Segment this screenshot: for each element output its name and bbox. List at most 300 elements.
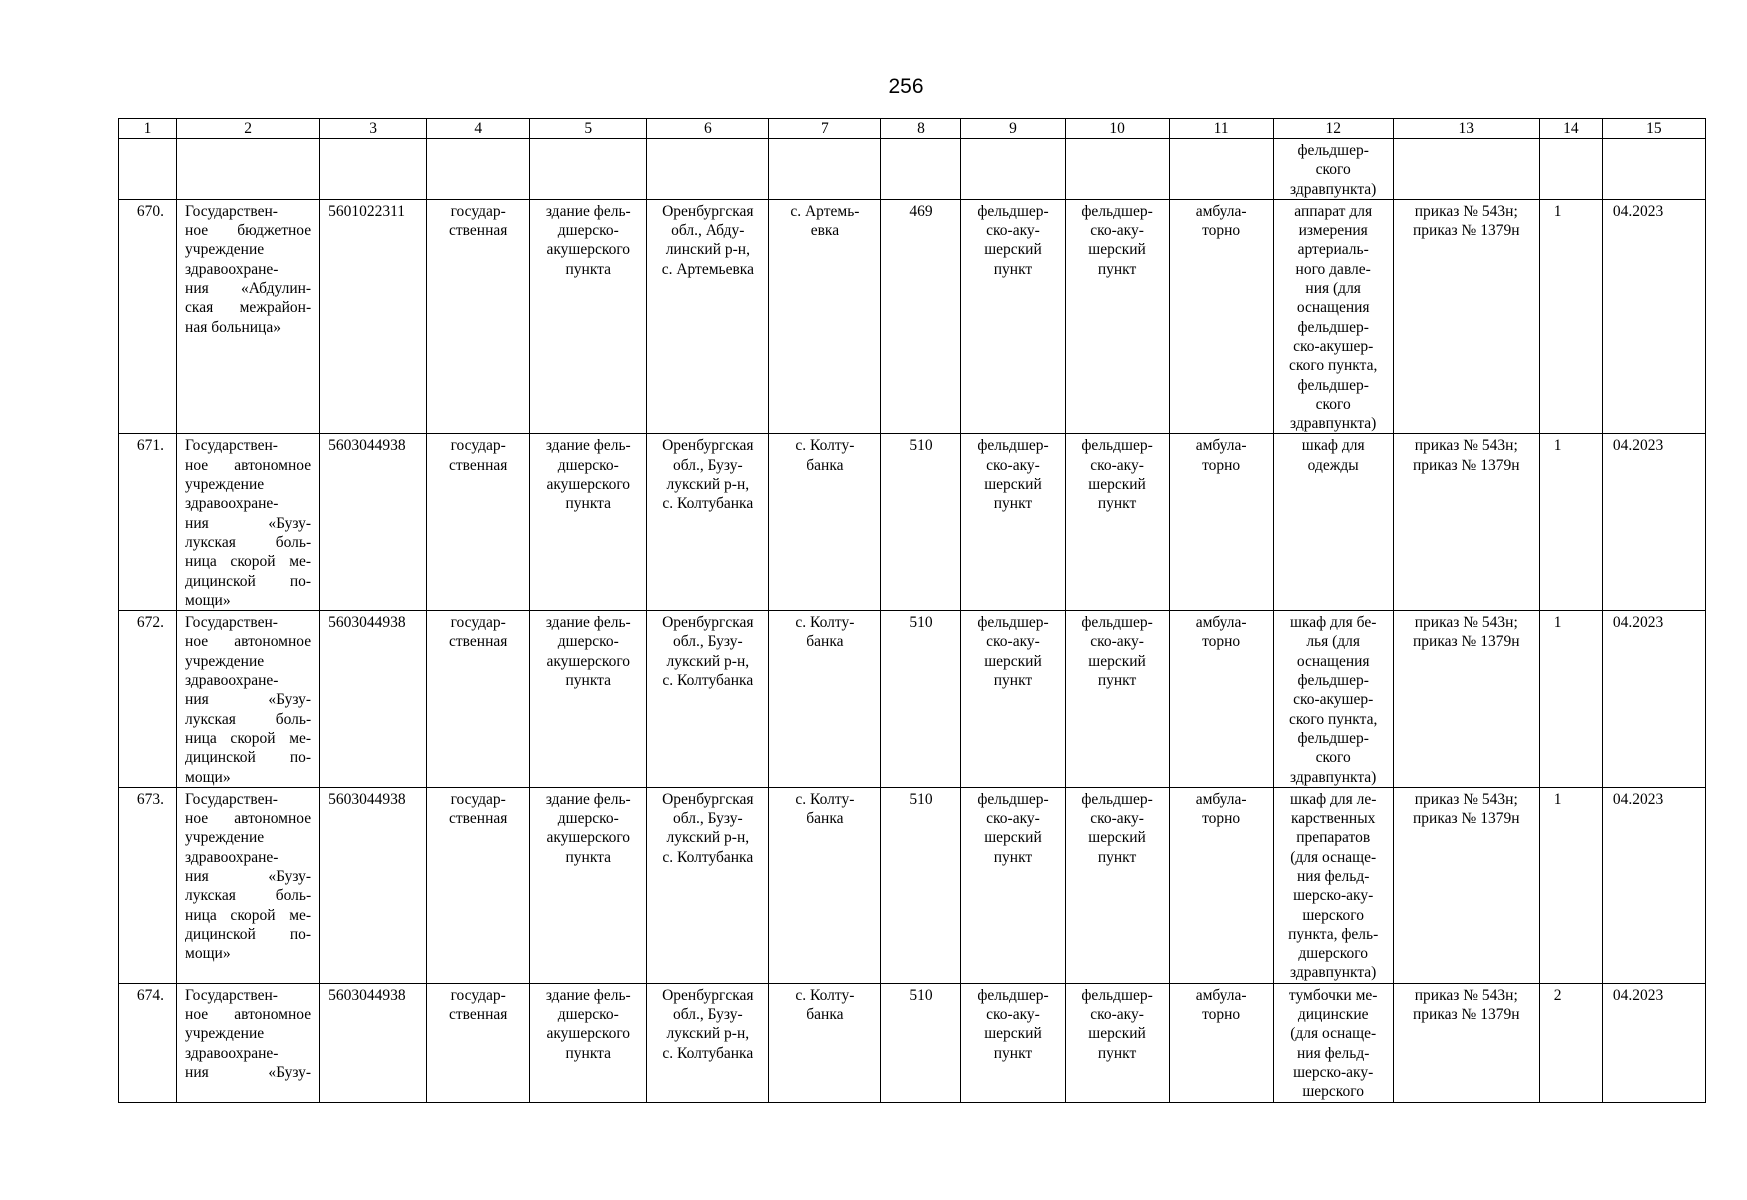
unit-type-line: пункт [993, 495, 1033, 513]
organization-cell [177, 434, 320, 611]
ownership-line: ственная [449, 1006, 508, 1024]
organization-line: лукская боль- [185, 533, 312, 551]
building-line: акушерского [546, 241, 631, 259]
locality-line: с. Колту- [795, 986, 855, 1004]
equipment-cell [1273, 199, 1393, 434]
column-number-cell: 4 [427, 119, 530, 139]
unit-name-line: пункт [1097, 495, 1137, 513]
population-cell: 510 [881, 787, 961, 983]
equipment-line: ского [1315, 749, 1351, 767]
building-cell [530, 199, 647, 434]
table-row [119, 787, 1706, 983]
address-line: Оренбургская [662, 614, 754, 632]
quantity-cell: 1 [1539, 787, 1602, 983]
building-cell [530, 983, 647, 1102]
empty-cell [177, 139, 320, 200]
unit-name-line: фельдшер- [1081, 986, 1153, 1004]
organization-cell [177, 611, 320, 788]
equipment-line: оснащения [1296, 299, 1370, 317]
unit-name-line: фельдшер- [1081, 202, 1153, 220]
organization-line: ница скорой ме- [185, 729, 312, 747]
empty-cell [769, 139, 881, 200]
building-line: акушерского [546, 476, 631, 494]
equipment-line: фельдшер- [1297, 376, 1369, 394]
address-cell [647, 983, 769, 1102]
empty-cell [881, 139, 961, 200]
equipment-cell [1273, 787, 1393, 983]
building-line: пункта [565, 1044, 612, 1062]
unit-name-line: шерский [1088, 829, 1146, 847]
unit-type-cell [961, 434, 1065, 611]
unit-name-line: фельдшер- [1081, 614, 1153, 632]
ownership-line: государ- [450, 202, 506, 220]
ownership-line: ственная [449, 456, 508, 474]
unit-name-line: пункт [1097, 1044, 1137, 1062]
equipment-line: (для оснаще- [1290, 848, 1377, 866]
unit-type-line: ско-аку- [986, 456, 1040, 474]
organization-line: мощи» [185, 945, 231, 963]
equipment-line: ского [1315, 395, 1351, 413]
ownership-line: государ- [450, 986, 506, 1004]
equipment-line: фельдшер- [1297, 672, 1369, 690]
order-line: приказ № 1379н [1413, 633, 1520, 651]
inn-cell: 5603044938 [320, 434, 427, 611]
date-cell: 04.2023 [1602, 199, 1705, 434]
organization-line: лукская боль- [185, 887, 312, 905]
organization-line: ния «Бузу- [185, 691, 312, 709]
order-line: приказ № 1379н [1413, 1006, 1520, 1024]
organization-cell [177, 983, 320, 1102]
order-line: приказ № 543н; [1414, 614, 1518, 632]
population-cell: 510 [881, 434, 961, 611]
locality-line: евка [810, 222, 840, 240]
date-cell: 04.2023 [1602, 434, 1705, 611]
organization-line: ская межрайон- [185, 299, 312, 317]
empty-cell [320, 139, 427, 200]
unit-type-line: фельдшер- [977, 790, 1049, 808]
address-line: обл., Бузу- [673, 810, 743, 828]
empty-cell [427, 139, 530, 200]
unit-type-line: шерский [984, 241, 1042, 259]
organization-line: учреждение [185, 476, 265, 494]
unit-name-cell [1065, 611, 1169, 788]
equipment-line: шерско-аку- [1293, 887, 1374, 905]
order-cell [1393, 983, 1539, 1102]
quantity-cell: 1 [1539, 611, 1602, 788]
equipment-line: шерско-аку- [1293, 1063, 1374, 1081]
unit-name-line: шерский [1088, 652, 1146, 670]
organization-line: мощи» [185, 591, 231, 609]
inn-cell: 5603044938 [320, 983, 427, 1102]
equipment-line: здравпункта) [1290, 180, 1377, 198]
unit-type-line: шерский [984, 476, 1042, 494]
address-cell [647, 199, 769, 434]
building-line: пункта [565, 848, 612, 866]
equipment-line: ского пункта, [1289, 710, 1378, 728]
address-line: лукский р-н, [666, 652, 750, 670]
unit-type-line: пункт [993, 672, 1033, 690]
ownership-cell [427, 434, 530, 611]
equipment-line: оснащения [1296, 652, 1370, 670]
column-number-cell: 9 [961, 119, 1065, 139]
building-line: дшерско- [557, 1006, 619, 1024]
order-line: приказ № 543н; [1414, 986, 1518, 1004]
equipment-line: препаратов [1296, 829, 1371, 847]
organization-line: ное автономное [185, 1006, 312, 1024]
care-form-cell [1169, 983, 1273, 1102]
organization-line: Государствен- [185, 986, 278, 1004]
equipment-line: ского [1315, 161, 1351, 179]
unit-type-cell [961, 199, 1065, 434]
organization-line: Государствен- [185, 614, 278, 632]
unit-name-line: пункт [1097, 260, 1137, 278]
unit-type-cell [961, 983, 1065, 1102]
equipment-line: здравпункта) [1290, 964, 1377, 982]
care-form-cell [1169, 787, 1273, 983]
unit-name-line: фельдшер- [1081, 437, 1153, 455]
organization-line: Государствен- [185, 202, 278, 220]
unit-type-line: фельдшер- [977, 437, 1049, 455]
address-line: с. Колтубанка [662, 1044, 754, 1062]
unit-name-line: шерский [1088, 241, 1146, 259]
unit-type-line: ско-аку- [986, 633, 1040, 651]
organization-line: ния «Бузу- [185, 514, 312, 532]
equipment-cell [1273, 434, 1393, 611]
equipment-line: здравпункта) [1290, 415, 1377, 433]
column-number-cell: 2 [177, 119, 320, 139]
empty-cell [1065, 139, 1169, 200]
continuation-row [119, 139, 1706, 200]
organization-line: ния «Бузу- [185, 867, 312, 885]
unit-name-line: пункт [1097, 672, 1137, 690]
unit-name-cell [1065, 434, 1169, 611]
organization-line: здравоохране- [185, 260, 279, 278]
organization-line: ное автономное [185, 633, 312, 651]
unit-name-cell [1065, 983, 1169, 1102]
population-cell: 469 [881, 199, 961, 434]
unit-name-line: ско-аку- [1090, 222, 1144, 240]
quantity-cell: 1 [1539, 199, 1602, 434]
column-number-cell: 1 [119, 119, 177, 139]
unit-type-line: фельдшер- [977, 614, 1049, 632]
building-cell [530, 787, 647, 983]
column-number-cell: 6 [647, 119, 769, 139]
care-form-line: амбула- [1195, 614, 1247, 632]
column-number-cell: 8 [881, 119, 961, 139]
equipment-line: измерения [1298, 222, 1368, 240]
address-cell [647, 787, 769, 983]
building-line: акушерского [546, 1025, 631, 1043]
organization-line: здравоохране- [185, 672, 279, 690]
organization-line: дицинской по- [185, 749, 312, 767]
unit-type-line: ско-аку- [986, 1006, 1040, 1024]
register-table [118, 118, 1706, 1103]
quantity-cell: 1 [1539, 434, 1602, 611]
building-line: здание фель- [545, 986, 631, 1004]
organization-line: здравоохране- [185, 848, 279, 866]
column-number-cell: 15 [1602, 119, 1705, 139]
locality-line: банка [806, 633, 844, 651]
address-cell [647, 434, 769, 611]
order-line: приказ № 1379н [1413, 222, 1520, 240]
empty-cell [647, 139, 769, 200]
unit-name-line: ско-аку- [1090, 633, 1144, 651]
address-line: обл., Бузу- [673, 633, 743, 651]
equipment-line: пункта, фель- [1288, 925, 1379, 943]
ownership-line: ственная [449, 633, 508, 651]
order-cell [1393, 434, 1539, 611]
building-line: здание фель- [545, 437, 631, 455]
organization-line: Государствен- [185, 790, 278, 808]
date-cell: 04.2023 [1602, 787, 1705, 983]
row-number-cell: 670. [119, 199, 177, 434]
equipment-line: фельдшер- [1297, 142, 1369, 159]
inn-cell: 5603044938 [320, 611, 427, 788]
empty-cell [1393, 139, 1539, 200]
address-line: обл., Бузу- [673, 456, 743, 474]
column-number-cell: 7 [769, 119, 881, 139]
locality-cell [769, 983, 881, 1102]
building-line: акушерского [546, 652, 631, 670]
empty-cell [1169, 139, 1273, 200]
column-number-cell: 12 [1273, 119, 1393, 139]
row-number-cell: 673. [119, 787, 177, 983]
unit-type-line: шерский [984, 652, 1042, 670]
care-form-line: торно [1202, 222, 1241, 240]
care-form-line: амбула- [1195, 437, 1247, 455]
ownership-line: ственная [449, 222, 508, 240]
address-line: лукский р-н, [666, 1025, 750, 1043]
unit-type-line: шерский [984, 829, 1042, 847]
column-number-cell: 13 [1393, 119, 1539, 139]
locality-cell [769, 787, 881, 983]
equipment-cell [1273, 611, 1393, 788]
address-line: лукский р-н, [666, 476, 750, 494]
building-line: пункта [565, 260, 612, 278]
unit-name-line: ско-аку- [1090, 456, 1144, 474]
unit-type-line: пункт [993, 848, 1033, 866]
unit-name-line: пункт [1097, 848, 1137, 866]
unit-name-cell [1065, 199, 1169, 434]
organization-line: ния «Абдулин- [185, 280, 312, 298]
page-number: 256 [888, 75, 924, 98]
equipment-line: ния (для [1305, 280, 1361, 298]
equipment-line: шкаф для [1301, 437, 1365, 455]
equipment-line: ско-акушер- [1293, 691, 1374, 709]
column-number-cell: 5 [530, 119, 647, 139]
population-cell: 510 [881, 983, 961, 1102]
ownership-cell [427, 983, 530, 1102]
equipment-line: (для оснаще- [1290, 1025, 1377, 1043]
order-cell [1393, 611, 1539, 788]
locality-cell [769, 199, 881, 434]
care-form-line: амбула- [1195, 986, 1247, 1004]
table-row [119, 434, 1706, 611]
locality-line: с. Колту- [795, 790, 855, 808]
locality-line: банка [806, 456, 844, 474]
order-line: приказ № 1379н [1413, 456, 1520, 474]
unit-type-line: ско-аку- [986, 222, 1040, 240]
equipment-line: ния фельд- [1297, 1044, 1370, 1062]
organization-cell [177, 199, 320, 434]
organization-line: здравоохране- [185, 495, 279, 513]
equipment-line: аппарат для [1294, 202, 1373, 220]
order-line: приказ № 1379н [1413, 810, 1520, 828]
building-line: здание фель- [545, 202, 631, 220]
column-number-cell: 3 [320, 119, 427, 139]
unit-name-line: ско-аку- [1090, 810, 1144, 828]
order-line: приказ № 543н; [1414, 202, 1518, 220]
care-form-line: торно [1202, 810, 1241, 828]
address-line: Оренбургская [662, 790, 754, 808]
equipment-line: одежды [1307, 456, 1359, 474]
organization-line: учреждение [185, 652, 265, 670]
equipment-line: фельдшер- [1297, 729, 1369, 747]
equipment-cell [1273, 983, 1393, 1102]
building-line: дшерско- [557, 633, 619, 651]
ownership-line: государ- [450, 614, 506, 632]
unit-type-cell [961, 787, 1065, 983]
population-cell: 510 [881, 611, 961, 788]
building-cell [530, 611, 647, 788]
address-cell [647, 611, 769, 788]
organization-line: учреждение [185, 829, 265, 847]
empty-cell [119, 139, 177, 200]
unit-name-line: шерский [1088, 476, 1146, 494]
address-line: Оренбургская [662, 202, 754, 220]
locality-cell [769, 434, 881, 611]
equipment-line: ния фельд- [1297, 867, 1370, 885]
unit-name-line: ско-аку- [1090, 1006, 1144, 1024]
order-line: приказ № 543н; [1414, 790, 1518, 808]
building-line: дшерско- [557, 810, 619, 828]
equipment-line: шерского [1302, 1083, 1365, 1101]
date-cell: 04.2023 [1602, 983, 1705, 1102]
building-line: здание фель- [545, 614, 631, 632]
unit-type-cell [961, 611, 1065, 788]
address-line: с. Колтубанка [662, 495, 754, 513]
locality-line: с. Колту- [795, 437, 855, 455]
ownership-cell [427, 611, 530, 788]
building-line: дшерско- [557, 456, 619, 474]
empty-cell [1602, 139, 1705, 200]
ownership-line: государ- [450, 437, 506, 455]
care-form-cell [1169, 611, 1273, 788]
locality-line: с. Артемь- [790, 202, 860, 220]
address-line: с. Артемьевка [661, 260, 754, 278]
equipment-line: ного давле- [1295, 260, 1371, 278]
empty-cell [530, 139, 647, 200]
equipment-line: шерского [1302, 906, 1365, 924]
organization-line: учреждение [185, 1025, 265, 1043]
equipment-line: фельдшер- [1297, 318, 1369, 336]
address-line: лукский р-н, [666, 829, 750, 847]
column-number-cell: 11 [1169, 119, 1273, 139]
organization-line: ное автономное [185, 810, 312, 828]
order-cell [1393, 787, 1539, 983]
care-form-line: амбула- [1195, 790, 1247, 808]
row-number-cell: 672. [119, 611, 177, 788]
equipment-line: карственных [1290, 810, 1376, 828]
quantity-cell: 2 [1539, 983, 1602, 1102]
table-row [119, 983, 1706, 1102]
address-line: обл., Бузу- [673, 1006, 743, 1024]
care-form-cell [1169, 434, 1273, 611]
building-line: пункта [565, 495, 612, 513]
organization-line: ное бюджетное [185, 222, 312, 240]
unit-type-line: фельдшер- [977, 202, 1049, 220]
equipment-line: артериаль- [1297, 241, 1369, 259]
building-line: пункта [565, 672, 612, 690]
unit-name-line: шерский [1088, 1025, 1146, 1043]
care-form-line: торно [1202, 633, 1241, 651]
locality-line: банка [806, 810, 844, 828]
organization-line: дицинской по- [185, 572, 312, 590]
care-form-cell [1169, 199, 1273, 434]
organization-cell [177, 787, 320, 983]
locality-line: с. Колту- [795, 614, 855, 632]
equipment-line: ско-акушер- [1293, 337, 1374, 355]
empty-cell [961, 139, 1065, 200]
register-body [119, 119, 1706, 1103]
column-number-row [119, 119, 1706, 139]
equipment-line: ского пункта, [1289, 357, 1378, 375]
organization-line: ное автономное [185, 456, 312, 474]
locality-line: банка [806, 1006, 844, 1024]
organization-line: Государствен- [185, 437, 278, 455]
equipment-cell [1273, 139, 1393, 200]
inn-cell: 5601022311 [320, 199, 427, 434]
ownership-line: государ- [450, 790, 506, 808]
organization-line: ница скорой ме- [185, 553, 312, 571]
order-cell [1393, 199, 1539, 434]
address-line: с. Колтубанка [662, 672, 754, 690]
organization-line: дицинской по- [185, 925, 312, 943]
building-line: акушерского [546, 829, 631, 847]
equipment-line: тумбочки ме- [1288, 986, 1378, 1004]
row-number-cell: 671. [119, 434, 177, 611]
unit-name-cell [1065, 787, 1169, 983]
equipment-line: шкаф для бе- [1289, 614, 1377, 632]
order-line: приказ № 543н; [1414, 437, 1518, 455]
date-cell: 04.2023 [1602, 611, 1705, 788]
unit-type-line: пункт [993, 260, 1033, 278]
table-row [119, 611, 1706, 788]
address-line: линский р-н, [665, 241, 750, 259]
ownership-cell [427, 199, 530, 434]
ownership-cell [427, 787, 530, 983]
organization-line: ная больница» [185, 318, 281, 336]
equipment-line: дшерского [1298, 945, 1368, 963]
building-cell [530, 434, 647, 611]
equipment-line: шкаф для ле- [1289, 790, 1377, 808]
care-form-line: торно [1202, 456, 1241, 474]
empty-cell [1539, 139, 1602, 200]
ownership-line: ственная [449, 810, 508, 828]
locality-cell [769, 611, 881, 788]
unit-type-line: ско-аку- [986, 810, 1040, 828]
table-row [119, 199, 1706, 434]
unit-name-line: фельдшер- [1081, 790, 1153, 808]
address-line: Оренбургская [662, 986, 754, 1004]
inn-cell: 5603044938 [320, 787, 427, 983]
address-line: с. Колтубанка [662, 848, 754, 866]
column-number-cell: 14 [1539, 119, 1602, 139]
address-line: обл., Абду- [671, 222, 745, 240]
unit-type-line: шерский [984, 1025, 1042, 1043]
organization-line: ния «Бузу- [185, 1063, 312, 1081]
care-form-line: амбула- [1195, 202, 1247, 220]
